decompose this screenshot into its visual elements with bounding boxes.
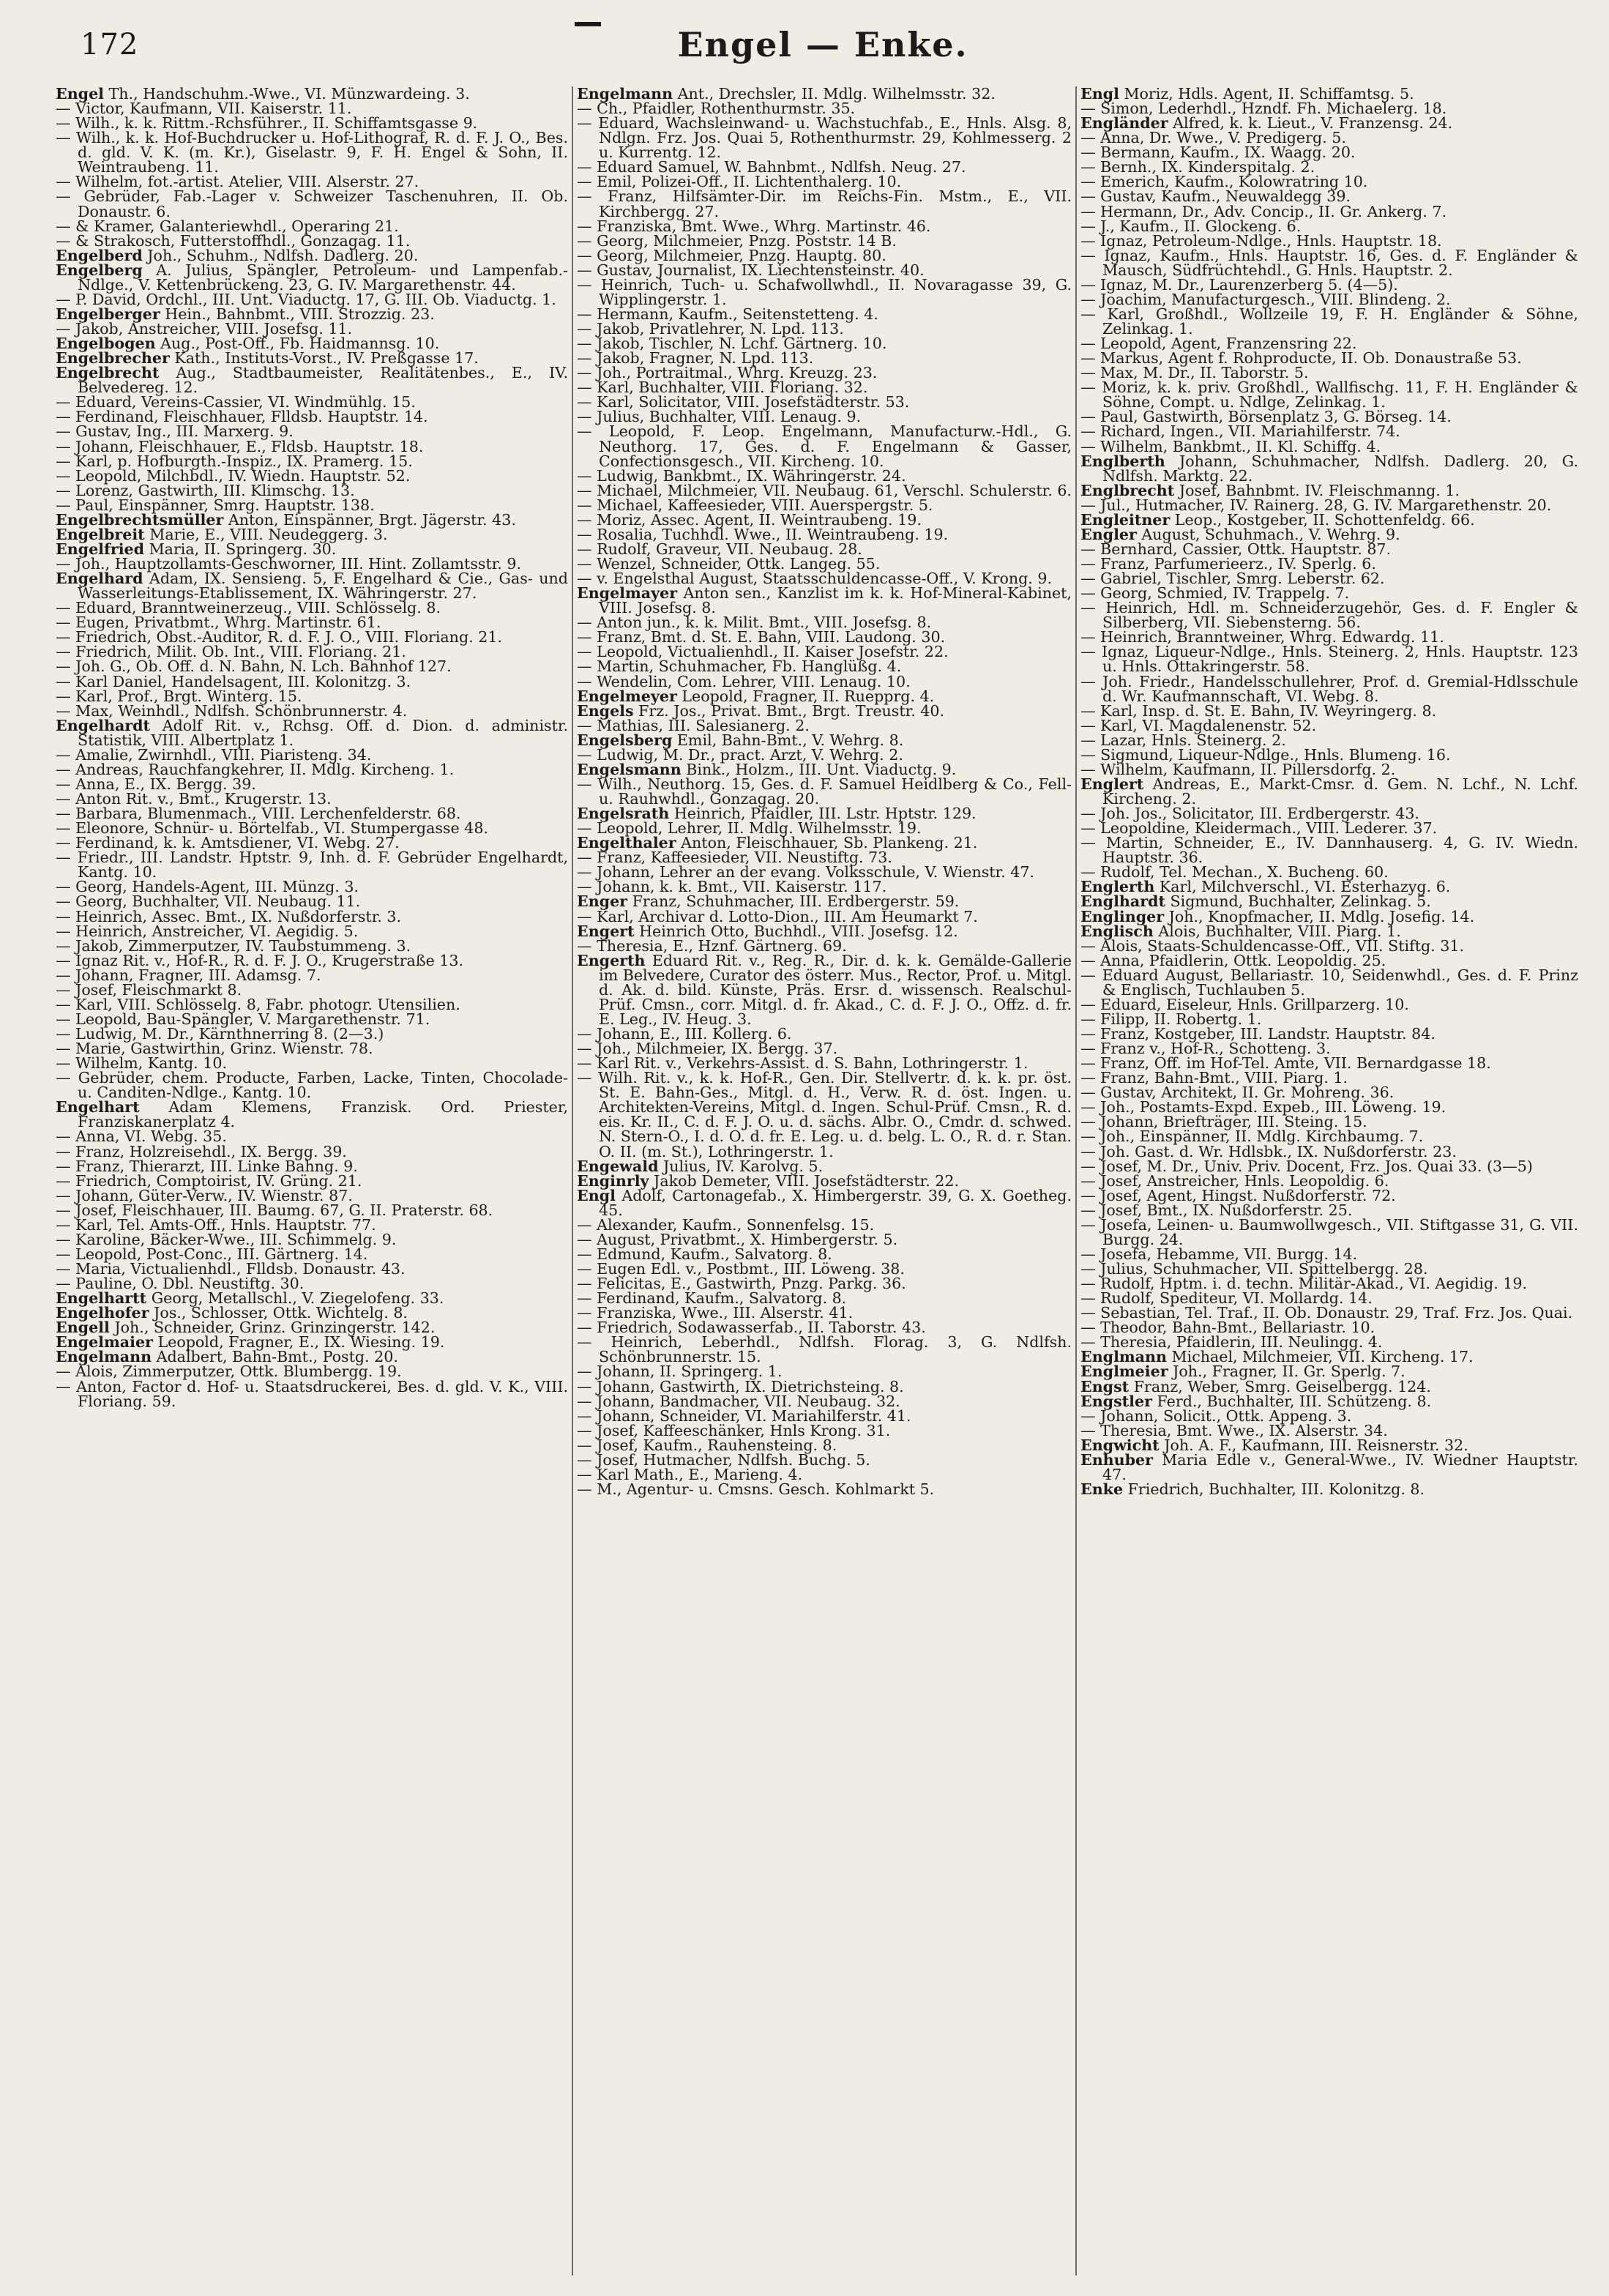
directory-entry: — Gabriel, Tischler, Smrg. Leberstr. 62. [1080,570,1385,588]
directory-entry: — Joh., Milchmeier, IX. Bergg. 37. [577,1040,838,1058]
directory-entry: — Michael, Kaffeesieder, VIII. Auerspergstr. 5. [577,496,933,514]
directory-entry: — Leopold, F. Leop. Engelmann, Manufacturw.-Hdl., G. Neuthorg. 17, Ges. d. F. Engelmann & Gasser, Confectionsgesch., VII. Kircheng. 10. [577,422,1072,470]
directory-entry: Englbrecht Josef, Bahnbmt. IV. Fleischmanng. 1. [1080,481,1460,499]
directory-entry: — Theresia, E., Hznf. Gärtnerg. 69. [577,936,847,955]
directory-entry: Enginrly Jakob Demeter, VIII. Josefstädterstr. 22. [577,1171,960,1190]
directory-entry: — Wilh., k. k. Rittm.-Rchsführer., II. Schiffamtsgasse 9. [56,114,478,133]
directory-entry: Engelbreit Marie, E., VIII. Neudeggerg. 3. [56,525,388,543]
entry-surname: Engelhart [56,1098,140,1117]
directory-entry: — Moriz, Assec. Agent, II. Weintraubeng. 19. [577,510,922,529]
directory-entry: — Theresia, Pfaidlerin, III. Neulingg. 4. [1080,1333,1383,1352]
directory-entry: — Ludwig, M. Dr., Kärnthnerring 8. (2—3.) [56,1025,384,1043]
directory-entry: — Josef, Fleischhauer, III. Baumg. 67, G. II. Praterstr. 68. [56,1201,493,1219]
directory-entry: — Friedrich, Comptoirist, IV. Grüng. 21. [56,1171,362,1190]
entry-surname: Engelsmann [577,760,682,778]
directory-entry: — v. Engelsthal August, Staatsschuldencasse-Off., V. Krong. 9. [577,570,1053,588]
entry-surname: Engelsberg [577,731,673,749]
directory-entry: — Maria, Victualienhdl., Flldsb. Donaustr. 43. [56,1260,406,1278]
directory-entry: — Johann, II. Springerg. 1. [577,1363,783,1381]
directory-entry: — Joh., Portraitmal., Whrg. Kreuzg. 23. [577,364,878,382]
directory-entry: — Joachim, Manufacturgesch., VIII. Blindeng. 2. [1080,290,1451,308]
directory-entry: — Karl, VIII. Schlösselg. 8, Fabr. photogr. Utensilien. [56,995,460,1013]
directory-entry: — Jakob, Privatlehrer, N. Lpd. 113. [577,320,844,338]
directory-entry: — Bermann, Kaufm., IX. Waagg. 20. [1080,144,1356,162]
directory-entry: Enger Franz, Schuhmacher, III. Erdbergerstr. 59. [577,892,960,911]
directory-entry: — Wenzel, Schneider, Ottk. Langeg. 55. [577,555,881,573]
directory-entry: — Eduard, Wachsleinwand- u. Wachstuchfab., E., Hnls. Alsg. 8, Ndlgn. Frz. Jos. Quai 5, Rothenthurmstr. 29, Kohlmesserg. 2 u. Kurrentg. 12. [577,114,1072,162]
directory-entry: — Sigmund, Liqueur-Ndlge., Hnls. Blumeng. 16. [1080,745,1451,764]
directory-entry: — Josefa, Leinen- u. Baumwollwgesch., VII. Stiftgasse 31, G. VII. Burgg. 24. [1080,1215,1578,1248]
directory-entry: — Josef, Bmt., IX. Nußdorferstr. 25. [1080,1201,1353,1219]
entry-surname: Engelberd [56,246,143,264]
directory-entry: — Amalie, Zwirnhdl., VIII. Piaristeng. 34. [56,745,372,764]
directory-entry: — Wilh., Neuthorg. 15, Ges. d. F. Samuel Heidlberg & Co., Fell- u. Rauhwhdl., Gonzagag. 20. [577,775,1072,808]
directory-entry: Engelberg A. Julius, Spängler, Petroleum- und Lampenfab.-Ndlge., V. Kettenbrückeng. 23, G. IV. Margarethenstr. 44. [56,261,568,294]
directory-entry: — & Strakosch, Futterstoffhdl., Gonzagag. 11. [56,231,411,250]
directory-entry: Engstler Ferd., Buchhalter, III. Schützeng. 8. [1080,1392,1432,1410]
entry-surname: Englmann [1080,1348,1167,1366]
directory-entry: — Wilhelm, Kaufmann, II. Pillersdorfg. 2. [1080,760,1396,778]
entry-surname: Engelhardt [56,716,151,734]
directory-entry: — Ignaz, Kaufm., Hnls. Hauptstr. 16, Ges. d. F. Engländer & Mausch, Südfrüchtehdl., G. Hnls. Hauptstr. 2. [1080,246,1578,279]
directory-entry: — Heinrich, Hdl. m. Schneiderzugehör, Ges. d. F. Engler & Silberberg, VII. Siebensterng. 56. [1080,599,1578,632]
directory-entry: — Johann, Bandmacher, VII. Neubaug. 32. [577,1392,900,1410]
entry-surname: Engelthaler [577,834,676,852]
directory-entry: — Jakob, Zimmerputzer, IV. Taubstummeng. 3. [56,936,411,955]
directory-entry: — Anna, VI. Webg. 35. [56,1128,227,1146]
directory-entry: — Bernh., IX. Kinderspitalg. 2. [1080,158,1315,176]
page-number: 172 [81,28,139,61]
column-3 [1080,86,1578,2276]
entry-surname: Engelbrecher [56,349,170,368]
directory-entry: — Johann, Güter-Verw., IV. Wienstr. 87. [56,1186,353,1204]
directory-entry: — Anna, Pfaidlerin, Ottk. Leopoldig. 25. [1080,951,1386,969]
directory-entry: — Heinrich, Branntweiner, Whrg. Edwardg. 11. [1080,628,1444,646]
directory-entry: — Julius, Schuhmacher, VII. Spittelbergg. 28. [1080,1260,1428,1278]
entry-surname: Engelmann [577,86,673,102]
directory-entry: Engelhart Adam Klemens, Franzisk. Ord. Priester, Franziskanerplatz 4. [56,1098,568,1131]
directory-entry: — Johann, Gastwirth, IX. Dietrichsteing. 8. [577,1377,904,1395]
directory-entry: — Michael, Milchmeier, VII. Neubaug. 61, Verschl. Schulerstr. 6. [577,481,1072,499]
directory-entry: — Anna, E., IX. Bergg. 39. [56,775,256,793]
directory-entry: — & Kramer, Galanteriewhdl., Operaring 21. [56,217,399,235]
directory-entry: — Gebrüder, chem. Producte, Farben, Lacke, Tinten, Chocolade- u. Canditen-Ndlge., Kantg. 10. [56,1069,568,1102]
directory-entry: — Joh., Postamts-Expd. Expeb., III. Löweng. 19. [1080,1098,1446,1117]
directory-entry: — Marie, Gastwirthin, Grinz. Wienstr. 78. [56,1040,373,1058]
directory-entry: — Paul, Einspänner, Smrg. Hauptstr. 138. [56,496,375,514]
directory-entry: Engewald Julius, IV. Karolvg. 5. [577,1157,824,1175]
directory-entry: — Alois, Staats-Schuldencasse-Off., VII. Stiftg. 31. [1080,936,1465,955]
directory-entry: — Max, M. Dr., II. Taborstr. 5. [1080,364,1309,382]
directory-entry: — Mathias, III. Salesianerg. 2. [577,716,810,734]
directory-entry: — Jakob, Tischler, N. Lchf. Gärtnerg. 10. [577,335,887,353]
directory-entry: Engelberger Hein., Bahnbmt., VIII. Strozzig. 23. [56,305,435,323]
directory-entry: — Leopoldine, Kleidermach., VIII. Lederer. 37. [1080,819,1438,838]
directory-entry: — Joh., Hauptzollamts-Geschworner, III. Hint. Zollamtsstr. 9. [56,555,522,573]
directory-entry: — Jul., Hutmacher, IV. Rainerg. 28, G. IV. Margarethenstr. 20. [1080,496,1552,514]
directory-entry: — Barbara, Blumenmach., VIII. Lerchenfelderstr. 68. [56,805,461,823]
directory-entry: Engel Th., Handschuhm.-Wwe., VI. Münzwardeing. 3. [56,86,470,102]
directory-entry: — Ignaz, M. Dr., Laurenzerberg 5. (4—5). [1080,275,1398,294]
entry-surname: Engelmayer [577,584,678,603]
directory-entry: — Markus, Agent f. Rohproducte, II. Ob. Donaustraße 53. [1080,349,1522,368]
directory-entry: — Eduard, Eiseleur, Hnls. Grillparzerg. 10. [1080,995,1409,1013]
directory-entry: — Franziska, Wwe., III. Alserstr. 41. [577,1304,854,1322]
directory-entry: — Karl, Solicitator, VIII. Josefstädterstr. 53. [577,393,910,411]
directory-entry: — Josef, Agent, Hingst. Nußdorferstr. 72. [1080,1186,1396,1204]
directory-entry: — Hermann, Dr., Adv. Concip., II. Gr. Ankerg. 7. [1080,202,1447,220]
directory-entry: — Alois, Zimmerputzer, Ottk. Blumbergg. 19. [56,1363,402,1381]
directory-entry: — Franz, Parfumerieerz., IV. Sperlg. 6. [1080,555,1376,573]
directory-entry: — Wilh. Rit. v., k. k. Hof-R., Gen. Dir. Stellvertr. d. k. k. pr. öst. St. E. Bahn-Ges., Mitgl. d. H., Verw. R. d. öst. Ingen. u. Architekten-Vereins, Mitgl. d. Ingen. Schul-Prüf. Cmsn., R. d. eis. Kr. II., C. d. F. J. O. u. d. sächs. Albr. O., Cmdr. d. schwed. N. Stern-O., I. d. O. d. fr. E. Leg. u. d. belg. L. O., R. d. r. Stan. O. II. (m. St.), Lothringerstr. 1. [577,1069,1072,1160]
entry-surname: Englert [1080,775,1144,793]
directory-entry: — Gustav, Architekt, II. Gr. Mohreng. 36. [1080,1084,1395,1102]
directory-entry: — Josef, Kaufm., Rauhensteing. 8. [577,1436,837,1454]
directory-entry: — Ferdinand, k. k. Amtsdiener, VI. Webg. 27. [56,834,400,852]
directory-entry: Engelmaier Leopold, Fragner, E., IX. Wiesing. 19. [56,1333,445,1352]
directory-entry: — August, Privatbmt., X. Himbergerstr. 5. [577,1230,898,1248]
directory-entry: — Andreas, Rauchfangkehrer, II. Mdlg. Kircheng. 1. [56,760,455,778]
entry-surname: Engelbrechtsmüller [56,510,224,529]
entry-surname: Engelberg [56,261,143,279]
directory-entry: — Max, Weinhdl., Ndlfsh. Schönbrunnerstr. 4. [56,701,408,720]
page-header [81,22,1565,73]
directory-entry: — Martin, Schuhmacher, Fb. Hanglüßg. 4. [577,657,902,676]
directory-entry: Engelmann Ant., Drechsler, II. Mdlg. Wilhelmsstr. 32. [577,86,996,102]
directory-entry: — Karl Rit. v., Verkehrs-Assist. d. S. Bahn, Lothringerstr. 1. [577,1054,1029,1073]
directory-entry: — Rosalia, Tuchhdl. Wwe., II. Weintraubeng. 19. [577,525,949,543]
directory-entry: Engelbrechtsmüller Anton, Einspänner, Brgt. Jägerstr. 43. [56,510,516,529]
directory-entry: — Edmund, Kaufm., Salvatorg. 8. [577,1245,832,1263]
directory-entry: — Johann, Lehrer an der evang. Volksschule, V. Wienstr. 47. [577,863,1034,881]
entry-surname: Englbrecht [1080,481,1175,499]
directory-entry: Engwicht Joh. A. F., Kaufmann, III. Reisnerstr. 32. [1080,1436,1468,1454]
directory-entry: — Karl, p. Hofburgth.-Inspiz., IX. Pramerg. 15. [56,452,413,470]
directory-entry: Englinger Joh., Knopfmacher, II. Mdlg. Josefig. 14. [1080,907,1475,925]
directory-entry: — Karl, Großhdl., Wollzeile 19, F. H. Engländer & Söhne, Zelinkag. 1. [1080,305,1578,338]
directory-entry: — Wilhelm, fot.-artist. Atelier, VIII. Alserstr. 27. [56,173,419,191]
directory-entry: — Gebrüder, Fab.-Lager v. Schweizer Taschenuhren, II. Ob. Donaustr. 6. [56,187,568,220]
directory-entry: Engelhartt Georg, Metallschl., V. Ziegelofeng. 33. [56,1289,444,1308]
directory-entry: Englmeier Joh., Fragner, II. Gr. Sperlg. 7. [1080,1363,1405,1381]
entry-surname: Engelfried [56,540,145,558]
directory-entry: — Anton, Factor d. Hof- u. Staatsdruckerei, Bes. d. gld. V. K., VIII. Floriang. 59. [56,1377,568,1410]
directory-entry: Engländer Alfred, k. k. Lieut., V. Franzensg. 24. [1080,114,1453,133]
directory-entry: — Joh. G., Ob. Off. d. N. Bahn, N. Lch. Bahnhof 127. [56,657,452,676]
directory-entry: — Anna, Dr. Wwe., V. Predigerg. 5. [1080,129,1346,147]
directory-entry: Englert Andreas, E., Markt-Cmsr. d. Gem. N. Lchf., N. Lchf. Kircheng. 2. [1080,775,1578,808]
directory-entry: Engell Joh., Schneider, Grinz. Grinzingerstr. 142. [56,1319,436,1337]
directory-entry: — Franz, Hilfsämter-Dir. im Reichs-Fin. Mstm., E., VII. Kirchbergg. 27. [577,187,1072,220]
entry-surname: Engerth [577,951,646,969]
directory-entry: Engelmann Adalbert, Bahn-Bmt., Postg. 20. [56,1348,398,1366]
directory-entry: — Rudolf, Graveur, VII. Neubaug. 28. [577,540,862,558]
directory-entry: — Jakob, Anstreicher, VIII. Josefsg. 11. [56,320,353,338]
directory-entry: — Johann, Schneider, VI. Mariahilferstr. 41. [577,1406,911,1425]
running-head: Engel — Enke. [677,25,968,64]
directory-entry: — Franziska, Bmt. Wwe., Whrg. Martinstr. 46. [577,217,931,235]
directory-entry: — Ferdinand, Fleischhauer, Flldsb. Hauptstr. 14. [56,408,428,426]
directory-entry: Engelmayer Anton sen., Kanzlist im k. k. Hof-Mineral-Kabinet, VIII. Josefsg. 8. [577,584,1072,617]
entry-surname: Engländer [1080,114,1168,133]
directory-entry: — Josef, Anstreicher, Hnls. Leopoldig. 6. [1080,1171,1389,1190]
directory-entry: — Wilhelm, Kantg. 10. [56,1054,228,1073]
directory-entry: — Josef, Hutmacher, Ndlfsh. Buchg. 5. [577,1450,870,1469]
directory-entry: — Eleonore, Schnür- u. Börtelfab., VI. Stumpergasse 48. [56,819,488,838]
directory-entry: — Johann, Fragner, III. Adamsg. 7. [56,966,321,984]
directory-entry: Englerth Karl, Milchverschl., VI. Esterhazyg. 6. [1080,878,1451,896]
entry-surname: Engst [1080,1377,1130,1395]
directory-entry: Engelmeyer Leopold, Fragner, II. Ruepprg. 4. [577,687,935,705]
entry-surname: Engelbreit [56,525,145,543]
directory-entry: Engelbrecher Kath., Instituts-Vorst., IV. Preßgasse 17. [56,349,479,368]
directory-entry: — Theresia, Bmt. Wwe., IX. Alserstr. 34. [1080,1421,1388,1439]
directory-entry: — Karl, Insp. d. St. E. Bahn, IV. Weyringerg. 8. [1080,701,1437,720]
directory-entry: Engerth Eduard Rit. v., Reg. R., Dir. d. k. k. Gemälde-Gallerie im Belvedere, Curator des österr. Mus., Rector, Prof. u. Mitgl. d. Ak. d. bild. Künste, Präs. Ersr. d. wissensch. Realschul-Prüf. Cmsn., corr. Mitgl. d. fr. Akad., C. d. F. J. O., Offz. d. fr. E. Leg., IV. Heug. 3. [577,951,1072,1028]
directory-entry: — Sebastian, Tel. Traf., II. Ob. Donaustr. 29, Traf. Frz. Jos. Quai. [1080,1304,1573,1322]
directory-entry: — Gustav, Ing., III. Marxerg. 9. [56,422,294,441]
directory-entry: — Joh. Friedr., Handelsschullehrer, Prof. d. Gremial-Hdlsschule d. Wr. Kaufmannschaft, VI. Webg. 8. [1080,672,1578,705]
directory-entry: Englberth Johann, Schuhmacher, Ndlfsh. Dadlerg. 20, G. Ndlfsh. Marktg. 22. [1080,452,1578,485]
directory-entry: Engleitner Leop., Kostgeber, II. Schottenfeldg. 66. [1080,510,1475,529]
directory-entry: Engelhard Adam, IX. Sensieng. 5, F. Engelhard & Cie., Gas- und Wasserleitungs-Etablissement, IX. Währingerstr. 27. [56,570,568,603]
entry-surname: Engelberger [56,305,160,323]
directory-entry: — Leopold, Victualienhdl., II. Kaiser Josefstr. 22. [577,643,949,661]
directory-entry: — Jakob, Fragner, N. Lpd. 113. [577,349,814,368]
directory-entry: Engelthaler Anton, Fleischhauer, Sb. Plankeng. 21. [577,834,978,852]
entry-surname: Engelbrecht [56,364,160,382]
entry-surname: Engleitner [1080,510,1171,529]
directory-entry: — Rudolf, Tel. Mechan., X. Bucheng. 60. [1080,863,1389,881]
entry-surname: Enke [1080,1480,1124,1498]
entry-surname: Englmeier [1080,1363,1168,1381]
entry-surname: Engels [577,701,634,720]
entry-surname: Enginrly [577,1171,649,1190]
directory-entry: Engels Frz. Jos., Privat. Bmt., Brgt. Treustr. 40. [577,701,945,720]
directory-entry: — Heinrich, Anstreicher, VI. Aegidig. 5. [56,922,359,940]
column-2 [577,86,1072,2276]
entry-surname: Engel [56,86,104,102]
directory-entry: — Eduard, Vereins-Cassier, VI. Windmühlg. 15. [56,393,416,411]
directory-entry: — Ludwig, Bankbmt., IX. Währingerstr. 24. [577,466,906,485]
directory-entry: — Gustav, Kaufm., Neuwaldegg 39. [1080,187,1351,206]
entry-surname: Enger [577,892,628,911]
directory-entry: — Karl, Prof., Brgt. Winterg. 15. [56,687,302,705]
directory-entry: Engler August, Schuhmach., V. Wehrg. 9. [1080,525,1400,543]
directory-entry: — Richard, Ingen., VII. Mariahilferstr. 74. [1080,422,1400,441]
directory-entry: — Franz, Off. im Hof-Tel. Amte, VII. Bernardgasse 18. [1080,1054,1491,1073]
directory-entry: — Emil, Polizei-Off., II. Lichtenthalerg. 10. [577,173,902,191]
directory-entry: — Franz v., Hof-R., Schotteng. 3. [1080,1040,1331,1058]
directory-entry: — Lazar, Hnls. Steinerg. 2. [1080,731,1286,749]
directory-entry: — Karl, VI. Magdalenenstr. 52. [1080,716,1317,734]
entry-surname: Engelsrath [577,805,670,823]
directory-entry: — Gustav, Journalist, IX. Liechtensteinstr. 40. [577,261,925,279]
directory-entry: — Eduard Samuel, W. Bahnbmt., Ndlfsh. Neug. 27. [577,158,966,176]
directory-entry: — Martin, Schneider, E., IV. Dannhauserg. 4, G. IV. Wiedn. Hauptstr. 36. [1080,834,1578,867]
directory-entry: Engelsmann Bink., Holzm., III. Unt. Viaductg. 9. [577,760,957,778]
directory-entry: Engelbrecht Aug., Stadtbaumeister, Realitätenbes., E., IV. Belvedereg. 12. [56,364,568,397]
directory-entry: — Leopold, Post-Conc., III. Gärtnerg. 14. [56,1245,368,1263]
directory-entry: — Leopold, Milchbdl., IV. Wiedn. Hauptstr. 52. [56,466,411,485]
directory-entry: — Heinrich, Assec. Bmt., IX. Nußdorferstr. 3. [56,907,402,925]
directory-entry: — Friedrich, Sodawasserfab., II. Taborstr. 43. [577,1319,926,1337]
directory-entry: — Eugen, Privatbmt., Whrg. Martinstr. 61. [56,614,381,632]
entry-surname: Englinger [1080,907,1165,925]
column-rule [1075,86,1077,2276]
directory-entry: Englmann Michael, Milchmeier, VII. Kircheng. 17. [1080,1348,1474,1366]
entry-surname: Engelmeyer [577,687,677,705]
directory-entry: — Georg, Buchhalter, VII. Neubaug. 11. [56,892,361,911]
directory-entry: Engelberd Joh., Schuhm., Ndlfsh. Dadlerg. 20. [56,246,419,264]
directory-entry: — Karl, Buchhalter, VIII. Floriang. 32. [577,379,868,397]
directory-entry: Engelsberg Emil, Bahn-Bmt., V. Wehrg. 8. [577,731,904,749]
entry-surname: Englhardt [1080,892,1165,911]
directory-entry: — M., Agentur- u. Cmsns. Gesch. Kohlmarkt 5. [577,1480,935,1498]
directory-entry: Engelhardt Adolf Rit. v., Rchsg. Off. d. Dion. d. administr. Statistik, VIII. Albertplatz 1. [56,716,568,749]
directory-entry: — Emerich, Kaufm., Kolowratring 10. [1080,173,1368,191]
directory-entry: — Alexander, Kaufm., Sonnenfelsg. 15. [577,1215,875,1234]
directory-entry: — Rudolf, Spediteur, VI. Mollardg. 14. [1080,1289,1373,1308]
directory-entry: — Josefa, Hebamme, VII. Burgg. 14. [1080,1245,1358,1263]
entry-surname: Engelmaier [56,1333,153,1352]
entry-surname: Englberth [1080,452,1165,470]
directory-entry: — Karl Daniel, Handelsagent, III. Kolonitzg. 3. [56,672,411,690]
directory-entry: — Johann, Solicit., Ottk. Appeng. 3. [1080,1406,1352,1425]
directory-entry: Enke Friedrich, Buchhalter, III. Kolonitzg. 8. [1080,1480,1425,1498]
directory-entry: — Ignaz, Petroleum-Ndlge., Hnls. Hauptstr. 18. [1080,231,1442,250]
directory-entry: Engert Heinrich Otto, Buchhdl., VIII. Josefsg. 12. [577,922,958,940]
directory-entry: — Johann, k. k. Bmt., VII. Kaiserstr. 117. [577,878,887,896]
entry-surname: Engstler [1080,1392,1152,1410]
entry-surname: Engelhofer [56,1304,149,1322]
directory-entry: — Ch., Pfaidler, Rothenthurmstr. 35. [577,100,856,118]
directory-entry: — Ferdinand, Kaufm., Salvatorg. 8. [577,1289,847,1308]
directory-entry: — P. David, Ordchl., III. Unt. Viaductg. 17, G. III. Ob. Viaductg. 1. [56,290,556,308]
directory-entry: — Franz, Thierarzt, III. Linke Bahng. 9. [56,1157,358,1175]
directory-entry: — Anton jun., k. k. Milit. Bmt., VIII. Josefsg. 8. [577,614,932,632]
directory-entry: — Franz, Bmt. d. St. E. Bahn, VIII. Laudong. 30. [577,628,946,646]
directory-entry: — Eduard, Branntweinerzeug., VIII. Schlösselg. 8. [56,599,441,617]
directory-entry: — Karl, Tel. Amts-Off., Hnls. Hauptstr. 77. [56,1215,376,1234]
directory-entry: Engelbogen Aug., Post-Off., Fb. Haidmannsg. 10. [56,335,440,353]
directory-entry: — Leopold, Lehrer, II. Mdlg. Wilhelmsstr. 19. [577,819,922,838]
entry-surname: Engelhartt [56,1289,147,1308]
directory-entry: — Karoline, Bäcker-Wwe., III. Schimmelg. 9. [56,1230,397,1248]
directory-entry: — Rudolf, Hptm. i. d. techn. Militär-Akad., VI. Aegidig. 19. [1080,1275,1528,1293]
directory-entry: — Leopold, Bau-Spängler, V. Margarethenstr. 71. [56,1010,430,1028]
directory-entry: Enhuber Maria Edle v., General-Wwe., IV. Wiedner Hauptstr. 47. [1080,1450,1578,1483]
directory-entry: — Wilhelm, Bankbmt., II. Kl. Schiffg. 4. [1080,437,1381,455]
entry-surname: Engwicht [1080,1436,1160,1454]
directory-entry: — Hermann, Kaufm., Seitenstetteng. 4. [577,305,878,323]
columns-container [56,86,1578,2276]
directory-entry: Engst Franz, Weber, Smrg. Geiselbergg. 124. [1080,1377,1431,1395]
directory-entry: Engl Adolf, Cartonagefab., X. Himbergerstr. 39, G. X. Goetheg. 45. [577,1186,1072,1219]
directory-entry: — Ludwig, M. Dr., pract. Arzt, V. Wehrg. 2. [577,745,903,764]
directory-entry: — Simon, Lederhdl., Hzndf. Fh. Michaelerg. 18. [1080,100,1447,118]
directory-entry: — Heinrich, Tuch- u. Schafwollwhdl., II. Novaragasse 39, G. Wipplingerstr. 1. [577,275,1072,308]
directory-entry: — Georg, Milchmeier, Pnzg. Hauptg. 80. [577,246,886,264]
directory-entry: — Wilh., k. k. Hof-Buchdrucker u. Hof-Lithograf, R. d. F. J. O., Bes. d. gld. V. K. (m. Kr.), Giselastr. 9, F. H. Engel & Sohn, II. Weintraubeng. 11. [56,129,568,176]
directory-entry: — Karl, Archivar d. Lotto-Dion., III. Am Heumarkt 7. [577,907,978,925]
directory-entry: — Anton Rit. v., Bmt., Krugerstr. 13. [56,790,332,808]
directory-entry: — J., Kaufm., II. Glockeng. 6. [1080,217,1302,235]
directory-entry: — Johann, Fleischhauer, E., Fldsb. Hauptstr. 18. [56,437,424,455]
directory-entry: — Moriz, k. k. priv. Großhdl., Wallfischg. 11, F. H. Engländer & Söhne, Compt. u. Ndlge, Zelinkag. 1. [1080,379,1578,411]
directory-entry: — Leopold, Agent, Franzensring 22. [1080,335,1357,353]
entry-surname: Engl [577,1186,616,1204]
directory-entry: — Joh., Einspänner, II. Mdlg. Kirchbaumg. 7. [1080,1128,1424,1146]
directory-entry: Engelfried Maria, II. Springerg. 30. [56,540,337,558]
directory-entry: — Julius, Buchhalter, VIII. Lenaug. 9. [577,408,862,426]
directory-entry: — Friedr., III. Landstr. Hptstr. 9, Inh. d. F. Gebrüder Engelhardt, Kantg. 10. [56,849,568,881]
entry-surname: Engler [1080,525,1137,543]
directory-entry: — Johann, E., III. Kollerg. 6. [577,1025,792,1043]
entry-surname: Engl [1080,86,1119,102]
directory-entry: — Felicitas, E., Gastwirth, Pnzg. Parkg. 36. [577,1275,906,1293]
entry-surname: Engelbogen [56,335,156,353]
directory-entry: — Georg, Handels-Agent, III. Münzg. 3. [56,878,359,896]
directory-entry: — Pauline, O. Dbl. Neustiftg. 30. [56,1275,305,1293]
directory-entry: — Eduard August, Bellariastr. 10, Seidenwhdl., Ges. d. F. Prinz & Englisch, Tuchlauben 5. [1080,966,1578,999]
entry-surname: Enhuber [1080,1450,1153,1469]
entry-surname: Engert [577,922,635,940]
directory-entry: — Josef, Fleischmarkt 8. [56,980,242,999]
directory-entry: — Filipp, II. Robertg. 1. [1080,1010,1262,1028]
directory-entry: — Ignaz, Liqueur-Ndlge., Hnls. Steinerg. 2, Hnls. Hauptstr. 123 u. Hnls. Ottakringerstr. 58. [1080,643,1578,676]
directory-entry: — Lorenz, Gastwirth, III. Klimschg. 13. [56,481,355,499]
directory-entry: — Paul, Gastwirth, Börsenplatz 3, G. Börseg. 14. [1080,408,1452,426]
directory-entry: — Franz, Kostgeber, III. Landstr. Hauptstr. 84. [1080,1025,1436,1043]
directory-entry: — Josef, Kaffeeschänker, Hnls Krong. 31. [577,1421,891,1439]
directory-entry: — Theodor, Bahn-Bmt., Bellariastr. 10. [1080,1319,1375,1337]
directory-entry: — Georg, Milchmeier, Pnzg. Poststr. 14 B. [577,231,897,250]
directory-entry: — Heinrich, Leberhdl., Ndlfsh. Florag. 3, G. Ndlfsh. Schönbrunnerstr. 15. [577,1333,1072,1366]
directory-entry: — Franz, Holzreisehdl., IX. Bergg. 39. [56,1142,347,1160]
entry-surname: Engewald [577,1157,659,1175]
entry-surname: Englisch [1080,922,1154,940]
entry-surname: Engelhard [56,570,143,588]
directory-entry: — Friedrich, Milit. Ob. Int., VIII. Floriang. 21. [56,643,406,661]
column-rule [572,86,573,2276]
column-1 [56,86,568,2276]
entry-surname: Englerth [1080,878,1155,896]
directory-entry: Engl Moriz, Hdls. Agent, II. Schiffamtsg. 5. [1080,86,1414,102]
directory-entry: — Franz, Kaffeesieder, VII. Neustiftg. 73. [577,849,892,867]
entry-surname: Engelmann [56,1348,152,1366]
directory-entry: Englhardt Sigmund, Buchhalter, Zelinkag. 5. [1080,892,1431,911]
directory-entry: — Victor, Kaufmann, VII. Kaiserstr. 11. [56,100,352,118]
directory-entry: — Franz, Bahn-Bmt., VIII. Piarg. 1. [1080,1069,1348,1087]
directory-entry: Engelsrath Heinrich, Pfaidler, III. Lstr. Hptstr. 129. [577,805,977,823]
directory-entry: — Eugen Edl. v., Postbmt., III. Löweng. 38. [577,1260,905,1278]
directory-entry: — Joh. Jos., Solicitator, III. Erdbergerstr. 43. [1080,805,1419,823]
directory-entry: — Friedrich, Obst.-Auditor, R. d. F. J. O., VIII. Floriang. 21. [56,628,502,646]
directory-entry: — Josef, M. Dr., Univ. Priv. Docent, Frz. Jos. Quai 33. (3—5) [1080,1157,1533,1175]
directory-entry: Englisch Alois, Buchhalter, VIII. Piarg. 1. [1080,922,1401,940]
directory-entry: Engelhofer Jos., Schlosser, Ottk. Wichtelg. 8. [56,1304,408,1322]
directory-entry: — Ignaz Rit. v., Hof-R., R. d. F. J. O., Krugerstraße 13. [56,951,464,969]
directory-entry: — Karl Math., E., Marieng. 4. [577,1465,803,1483]
directory-entry: — Georg, Schmied, IV. Trappelg. 7. [1080,584,1350,603]
directory-entry: — Johann, Briefträger, III. Steing. 15. [1080,1113,1367,1131]
directory-entry: — Bernhard, Cassier, Ottk. Hauptstr. 87. [1080,540,1392,558]
entry-surname: Engell [56,1319,110,1337]
directory-entry: — Wendelin, Com. Lehrer, VIII. Lenaug. 10. [577,672,911,690]
directory-entry: — Joh. Gast. d. Wr. Hdlsbk., IX. Nußdorferstr. 23. [1080,1142,1457,1160]
